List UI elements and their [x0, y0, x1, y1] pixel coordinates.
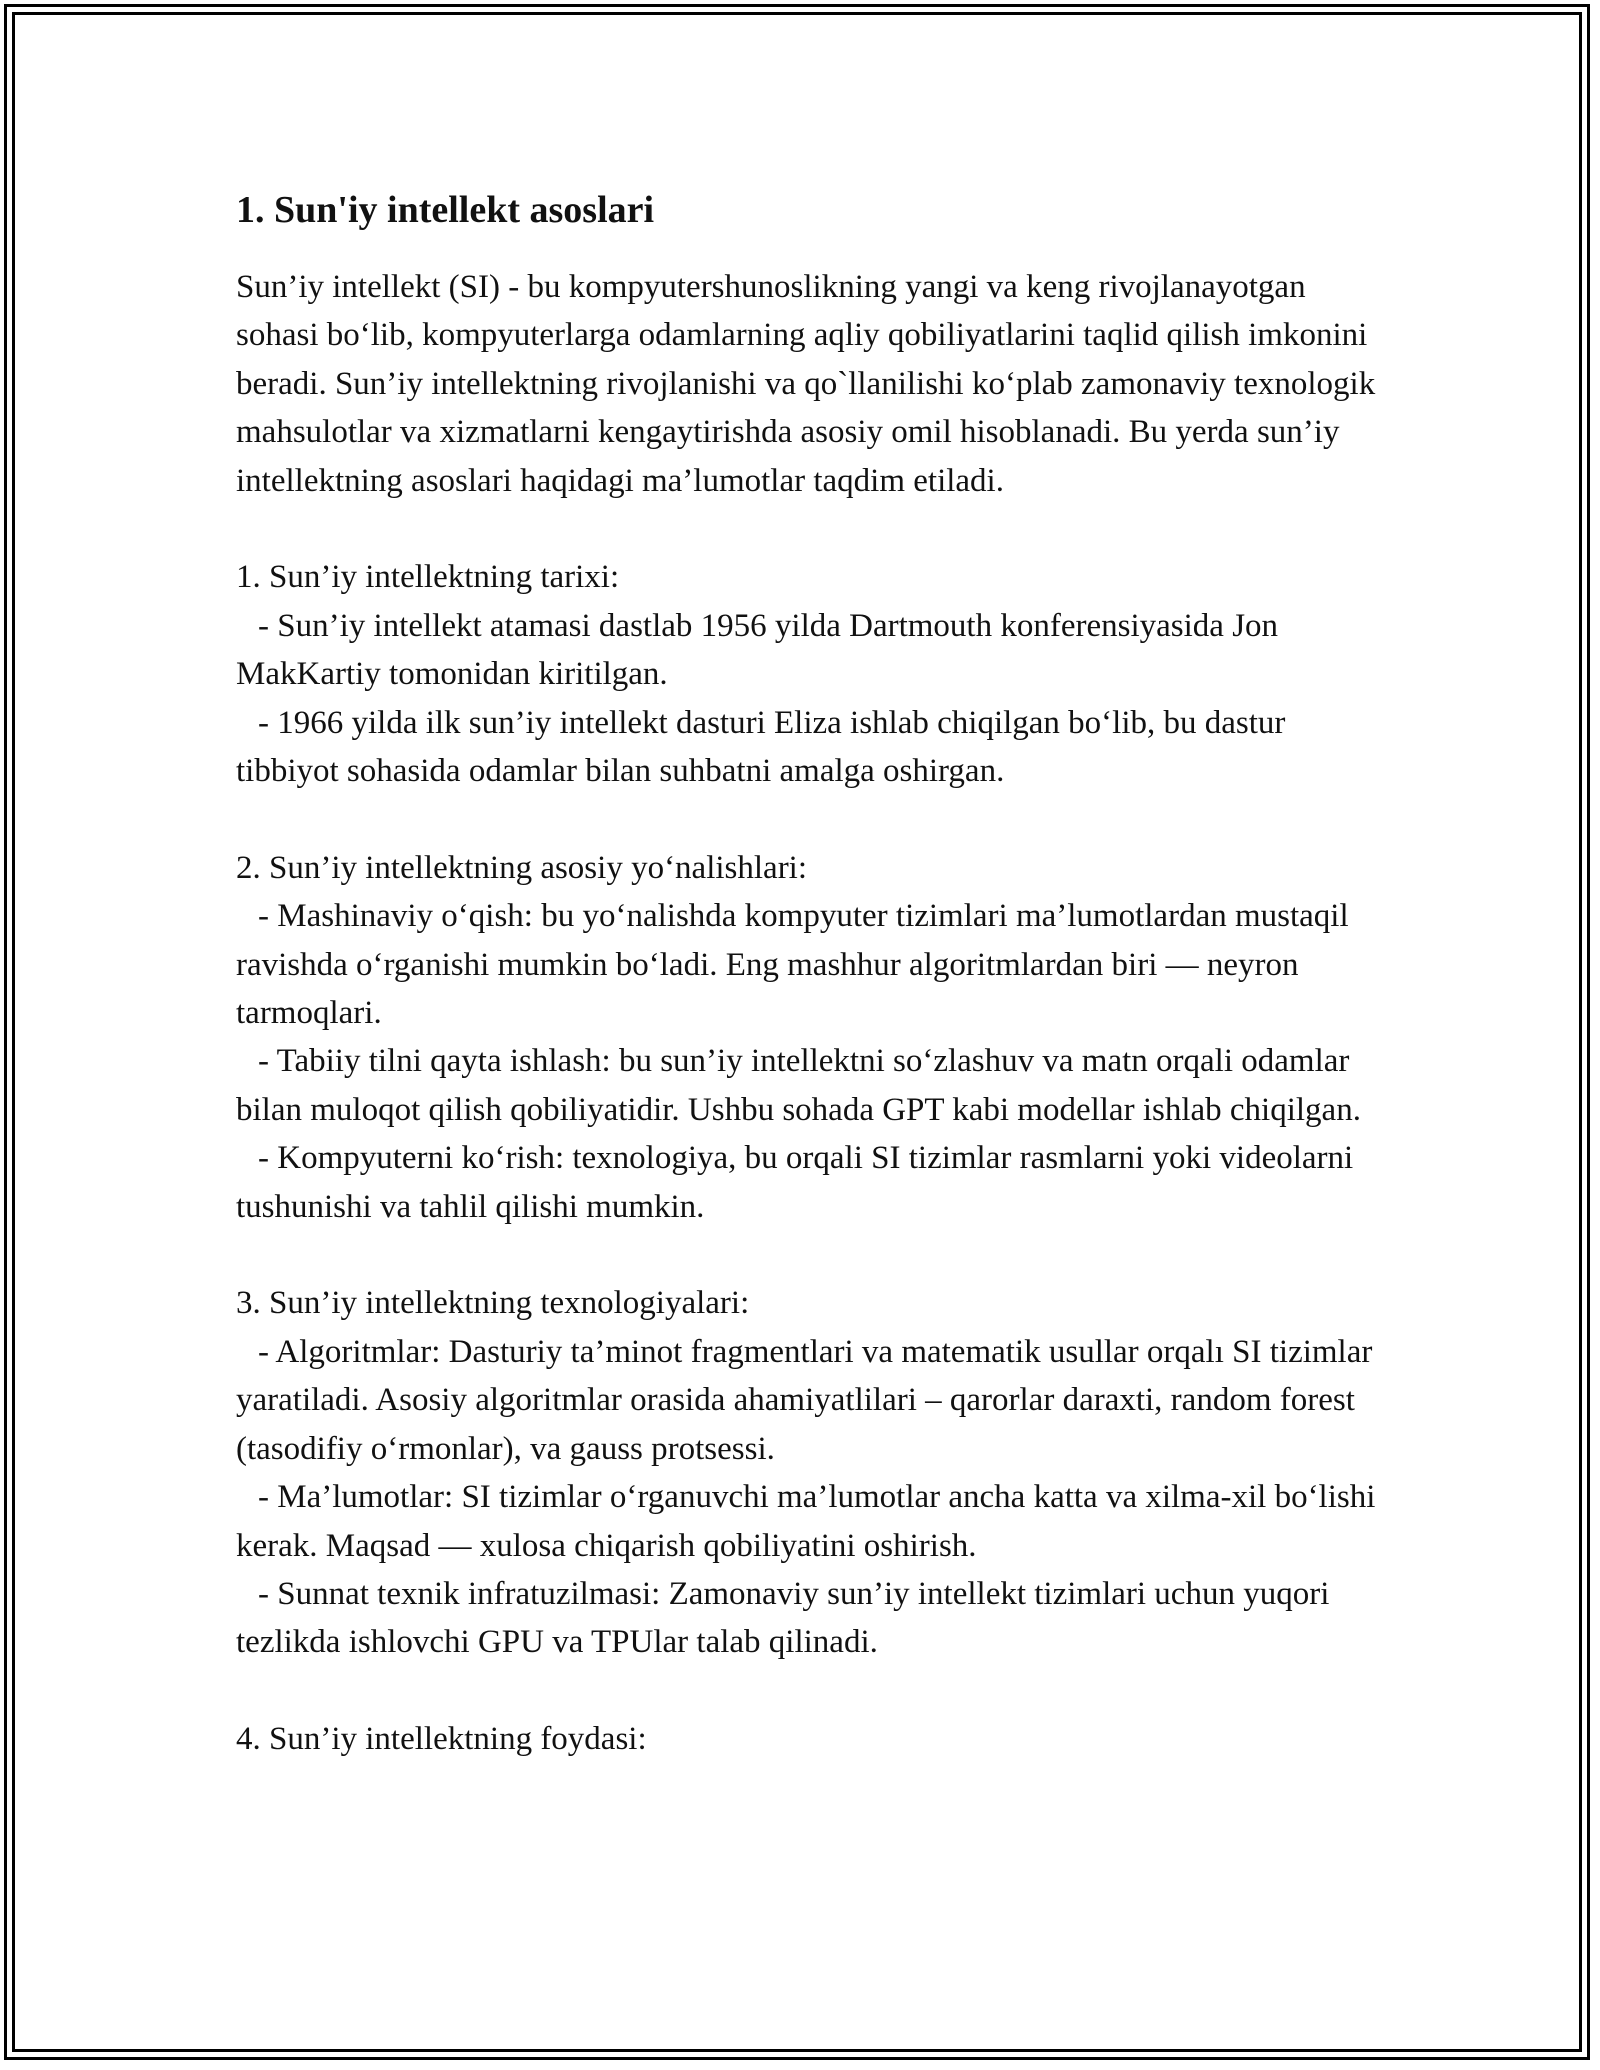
- list-item-text: - Kompyuterni ko‘rish: texnologiya, bu orqali SI tizimlar rasmlarni yoki videolarni tushunishi va tahlil qilishi mumkin.: [236, 1140, 1354, 1225]
- section-history: [236, 553, 1386, 795]
- list-item: [236, 699, 1386, 796]
- section-benefits: [236, 1715, 1386, 1763]
- list-item-text: - 1966 yilda ilk sun’iy intellekt dasturi Eliza ishlab chiqilgan bo‘lib, bu dastur tibbiyot sohasida odamlar bilan suhbatni amalga oshirgan.: [236, 704, 1286, 790]
- list-item-text: - Algoritmlar: Dasturiy ta’minot fragmentlari va matematik usullar orqalı SI tizimlar yaratiladi. Asosiy algoritmlar orasida ahamiyatlilari – qarorlar daraxti, random forest (tasodifiy o‘rmonlar), va gauss protsessi.: [236, 1333, 1373, 1467]
- list-item-text: - Ma’lumotlar: SI tizimlar o‘rganuvchi ma’lumotlar ancha katta va xilma-xil bo‘lishi kerak. Maqsad — xulosa chiqarish qobiliyatini oshirish.: [236, 1479, 1376, 1564]
- section-heading: 2. Sun’iy intellektning asosiy yo‘nalishlari:: [236, 849, 808, 886]
- list-item-text: - Sun’iy intellekt atamasi dastlab 1956 yilda Dartmouth konferensiyasida Jon MakKartiy tomonidan kiritilgan.: [236, 607, 1279, 693]
- list-item-text: - Tabiiy tilni qayta ishlash: bu sun’iy intellektni so‘zlashuv va matn orqali odamlar bilan muloqot qilish qobiliyatidir. Ushbu sohada GPT kabi modellar ishlab chiqilgan.: [236, 1043, 1361, 1128]
- section-heading: 3. Sun’iy intellektning texnologiyalari:: [236, 1285, 750, 1322]
- intro-paragraph: Sun’iy intellekt (SI) - bu kompyutershunoslikning yangi va keng rivojlanayotgan sohasi bo‘lib, kompyuterlarga odamlarning aqliy qobiliyatlarini taqlid qilish imkonini beradi. Sun’iy intellektning rivojlanishi va qo`llanilishi ko‘plab zamonaviy texnologik mahsulotlar va xizmatlarni kengaytirishda asosiy omil hisoblanadi. Bu yerda sun’iy intellektning asoslari haqidagi ma’lumotlar taqdim etiladi.: [236, 269, 1376, 499]
- list-item: [236, 1134, 1386, 1231]
- section-heading: 4. Sun’iy intellektning foydasi:: [236, 1721, 647, 1758]
- list-item: [236, 602, 1386, 699]
- document-body: [236, 185, 1386, 1764]
- section-directions: [236, 844, 1386, 1231]
- section-heading: 1. Sun’iy intellektning tarixi:: [236, 559, 620, 596]
- list-item: [236, 1037, 1386, 1134]
- document-title: 1. Sun'iy intellekt asoslari: [236, 189, 655, 231]
- list-item-text: - Sunnat texnik infratuzilmasi: Zamonaviy sun’iy intellekt tizimlari uchun yuqori tezlikda ishlovchi GPU va TPUlar talab qilinadi.: [236, 1575, 1330, 1661]
- list-item-text: - Mashinaviy o‘qish: bu yo‘nalishda kompyuter tizimlari ma’lumotlardan mustaqil ravishda o‘rganishi mumkin bo‘ladi. Eng mashhur algoritmlardan biri — neyron tarmoqlari.: [236, 898, 1349, 1032]
- list-item: [236, 1328, 1386, 1473]
- list-item: [236, 1473, 1386, 1570]
- list-item: [236, 1570, 1386, 1667]
- section-technologies: [236, 1279, 1386, 1666]
- list-item: [236, 892, 1386, 1037]
